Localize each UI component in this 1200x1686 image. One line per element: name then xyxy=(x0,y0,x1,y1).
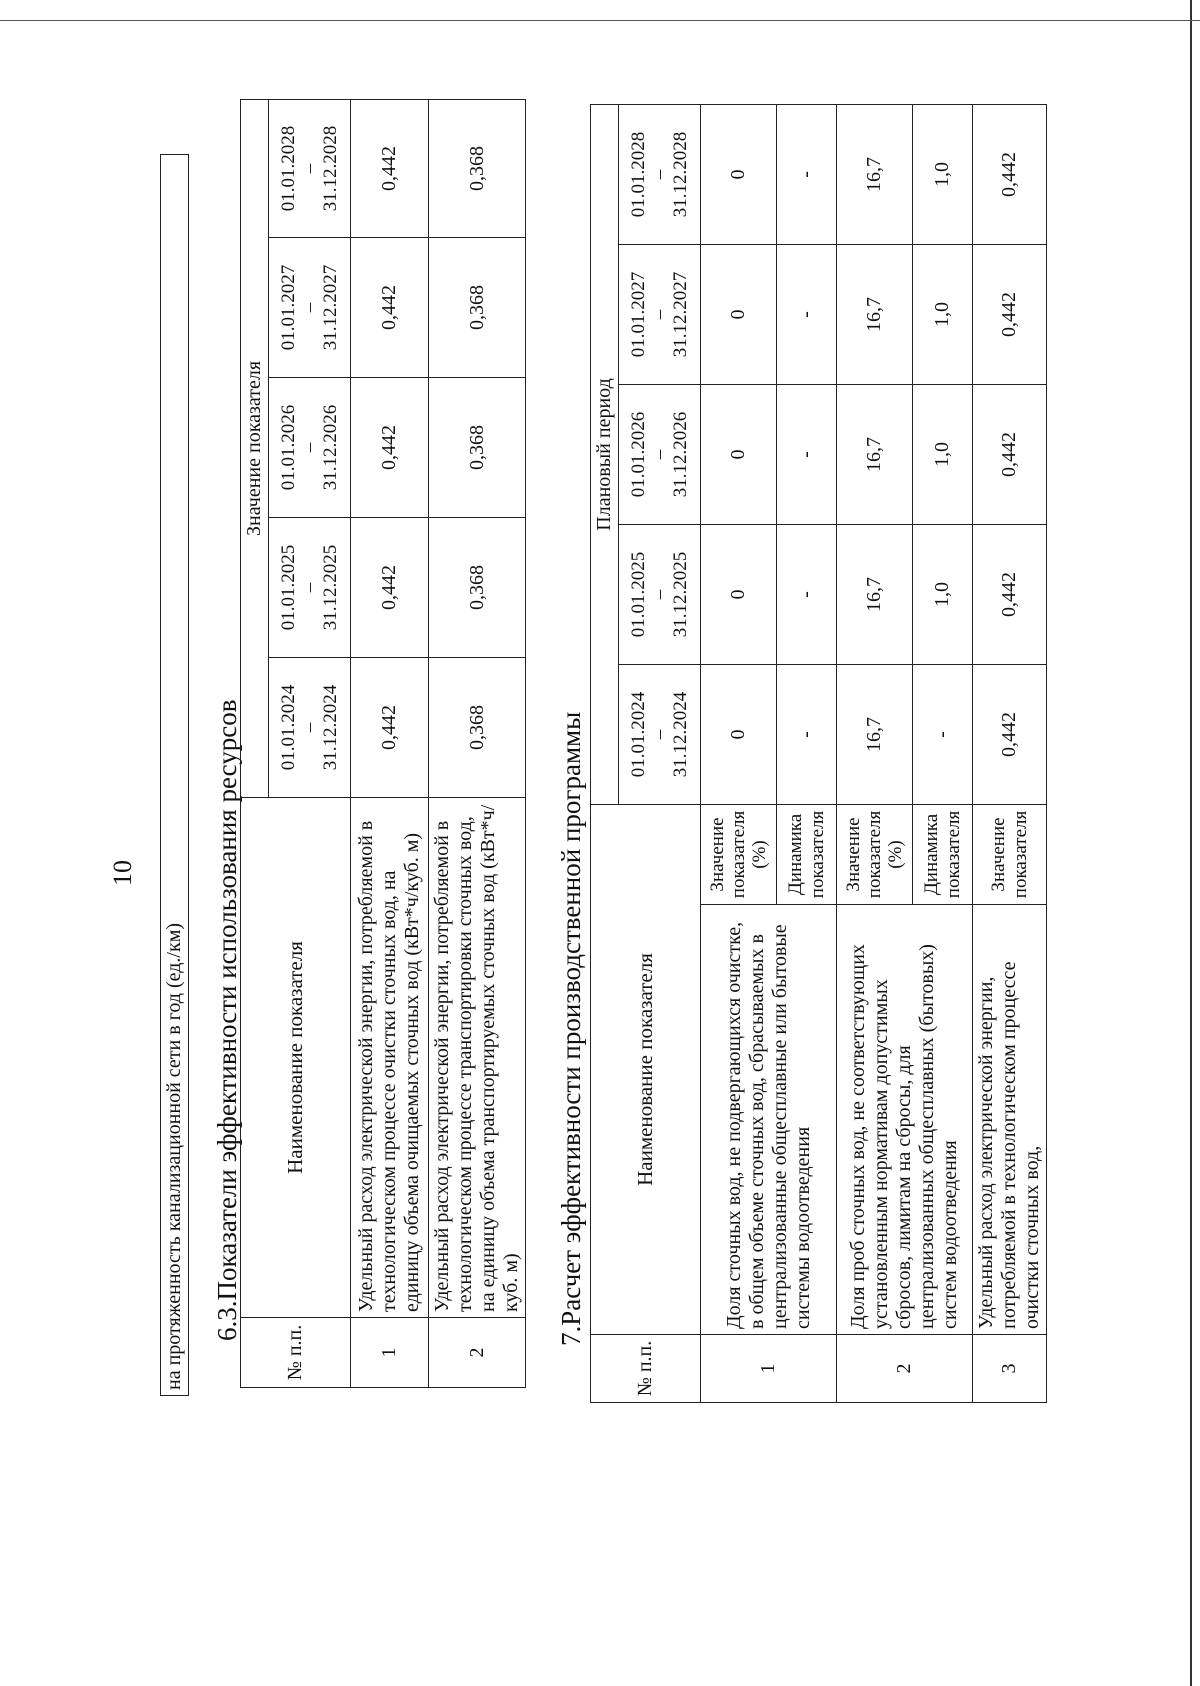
col-header-values-group: Плановый период xyxy=(591,104,619,804)
section-7-heading: 7.Расчет эффективности производственной программы xyxy=(556,711,586,1346)
row-value: 1,0 xyxy=(913,104,973,244)
row-name: Доля сточных вод, не подвергающихся очистке, в общем объеме сточных вод, сбрасываемых в централизованные общесплавные или бытовые системы водоотведения xyxy=(701,905,837,1335)
row-value: 1,0 xyxy=(913,384,973,524)
row-value: 16,7 xyxy=(837,244,913,384)
row-value: 0 xyxy=(701,524,777,664)
row-value: 0,442 xyxy=(973,104,1047,244)
row-value: 0,442 xyxy=(351,378,429,518)
period-header: 01.01.2027 – 31.12.2027 xyxy=(269,238,351,378)
row-value: 16,7 xyxy=(837,524,913,664)
row-num: 2 xyxy=(837,1335,973,1403)
period-header: 01.01.2028 – 31.12.2028 xyxy=(269,99,351,237)
col-header-name: Наименование показателя xyxy=(591,804,701,1334)
period-header: 01.01.2027 – 31.12.2027 xyxy=(619,244,701,384)
period-header: 01.01.2028 – 31.12.2028 xyxy=(619,104,701,244)
scan-edge-bottom xyxy=(1190,0,1192,1686)
program-efficiency-table xyxy=(590,104,1047,1403)
row-num: 2 xyxy=(429,1318,526,1388)
row-value: 0,442 xyxy=(351,99,429,237)
row-name: Удельный расход электрической энергии, потребляемой в технологическом процессе очистки сточных вод, xyxy=(973,905,1047,1335)
row-value: 16,7 xyxy=(837,104,913,244)
row-name: Доля проб сточных вод, не соответствующих установленным нормативам допустимых сбросов, лимитам на сбросы, для централизованных общесплавных (бытовых) систем водоотведения xyxy=(837,905,973,1335)
table-row xyxy=(973,104,1047,1402)
row-value: 0 xyxy=(701,384,777,524)
row-name: Удельный расход электрической энергии, потребляемой в технологическом процессе очистки сточных вод, на единицу объема очищаемых сточных вод (кВт*ч/куб. м) xyxy=(351,798,429,1318)
section-63-heading: 6.3.Показатели эффективности использования ресурсов xyxy=(212,699,242,1341)
period-header: 01.01.2026 – 31.12.2026 xyxy=(269,378,351,518)
row-value: - xyxy=(777,664,837,804)
period-header: 01.01.2025 – 31.12.2025 xyxy=(269,518,351,658)
col-header-name: Наименование показателя xyxy=(241,798,351,1318)
row-value: 1,0 xyxy=(913,244,973,384)
row-value: - xyxy=(777,104,837,244)
sub-label: Значение показателя (%) xyxy=(701,804,777,904)
row-value: 0,368 xyxy=(429,518,526,658)
page-number: 10 xyxy=(108,860,137,886)
row-value: - xyxy=(913,664,973,804)
period-header: 01.01.2026 – 31.12.2026 xyxy=(619,384,701,524)
col-header-num: № п.п. xyxy=(591,1335,701,1403)
row-num: 1 xyxy=(701,1335,837,1403)
row-num: 3 xyxy=(973,1335,1047,1403)
top-remnant-label: на протяженность канализационной сети в год (ед./км) xyxy=(161,155,189,1396)
sub-label: Динамика показателя xyxy=(913,804,973,904)
row-value: 0,442 xyxy=(351,518,429,658)
period-header: 01.01.2024 – 31.12.2024 xyxy=(269,658,351,798)
col-header-values-group: Значение показателя xyxy=(241,99,269,797)
row-value: 0,368 xyxy=(429,658,526,798)
period-header: 01.01.2024 – 31.12.2024 xyxy=(619,664,701,804)
table-row xyxy=(701,104,777,1402)
table-row xyxy=(837,104,913,1402)
row-value: 1,0 xyxy=(913,524,973,664)
row-value: - xyxy=(777,244,837,384)
row-value: 0,368 xyxy=(429,99,526,237)
row-value: 0,442 xyxy=(973,384,1047,524)
row-value: 0,442 xyxy=(351,658,429,798)
row-value: 16,7 xyxy=(837,384,913,524)
row-value: - xyxy=(777,384,837,524)
period-header: 01.01.2025 – 31.12.2025 xyxy=(619,524,701,664)
sub-label: Значение показателя (%) xyxy=(837,804,913,904)
scan-edge-right xyxy=(0,20,1200,21)
top-remnant-table xyxy=(160,154,189,1396)
row-value: 0 xyxy=(701,244,777,384)
sub-label: Значение показателя xyxy=(973,804,1047,904)
table-row xyxy=(429,99,526,1387)
row-value: 0 xyxy=(701,104,777,244)
row-num: 1 xyxy=(351,1318,429,1388)
col-header-num: № п.п. xyxy=(241,1318,351,1388)
row-value: 16,7 xyxy=(837,664,913,804)
table-row xyxy=(351,99,429,1387)
row-value: 0 xyxy=(701,664,777,804)
row-value: 0,368 xyxy=(429,238,526,378)
row-value: 0,442 xyxy=(973,664,1047,804)
row-value: - xyxy=(777,524,837,664)
sub-label: Динамика показателя xyxy=(777,804,837,904)
row-value: 0,442 xyxy=(351,238,429,378)
row-name: Удельный расход электрической энергии, потребляемой в технологическом процессе транспортировки сточных вод, на единицу объема транспортируемых сточных вод (кВт*ч/куб. м) xyxy=(429,798,526,1318)
row-value: 0,368 xyxy=(429,378,526,518)
row-value: 0,442 xyxy=(973,524,1047,664)
resource-efficiency-table xyxy=(240,99,526,1388)
row-value: 0,442 xyxy=(973,244,1047,384)
